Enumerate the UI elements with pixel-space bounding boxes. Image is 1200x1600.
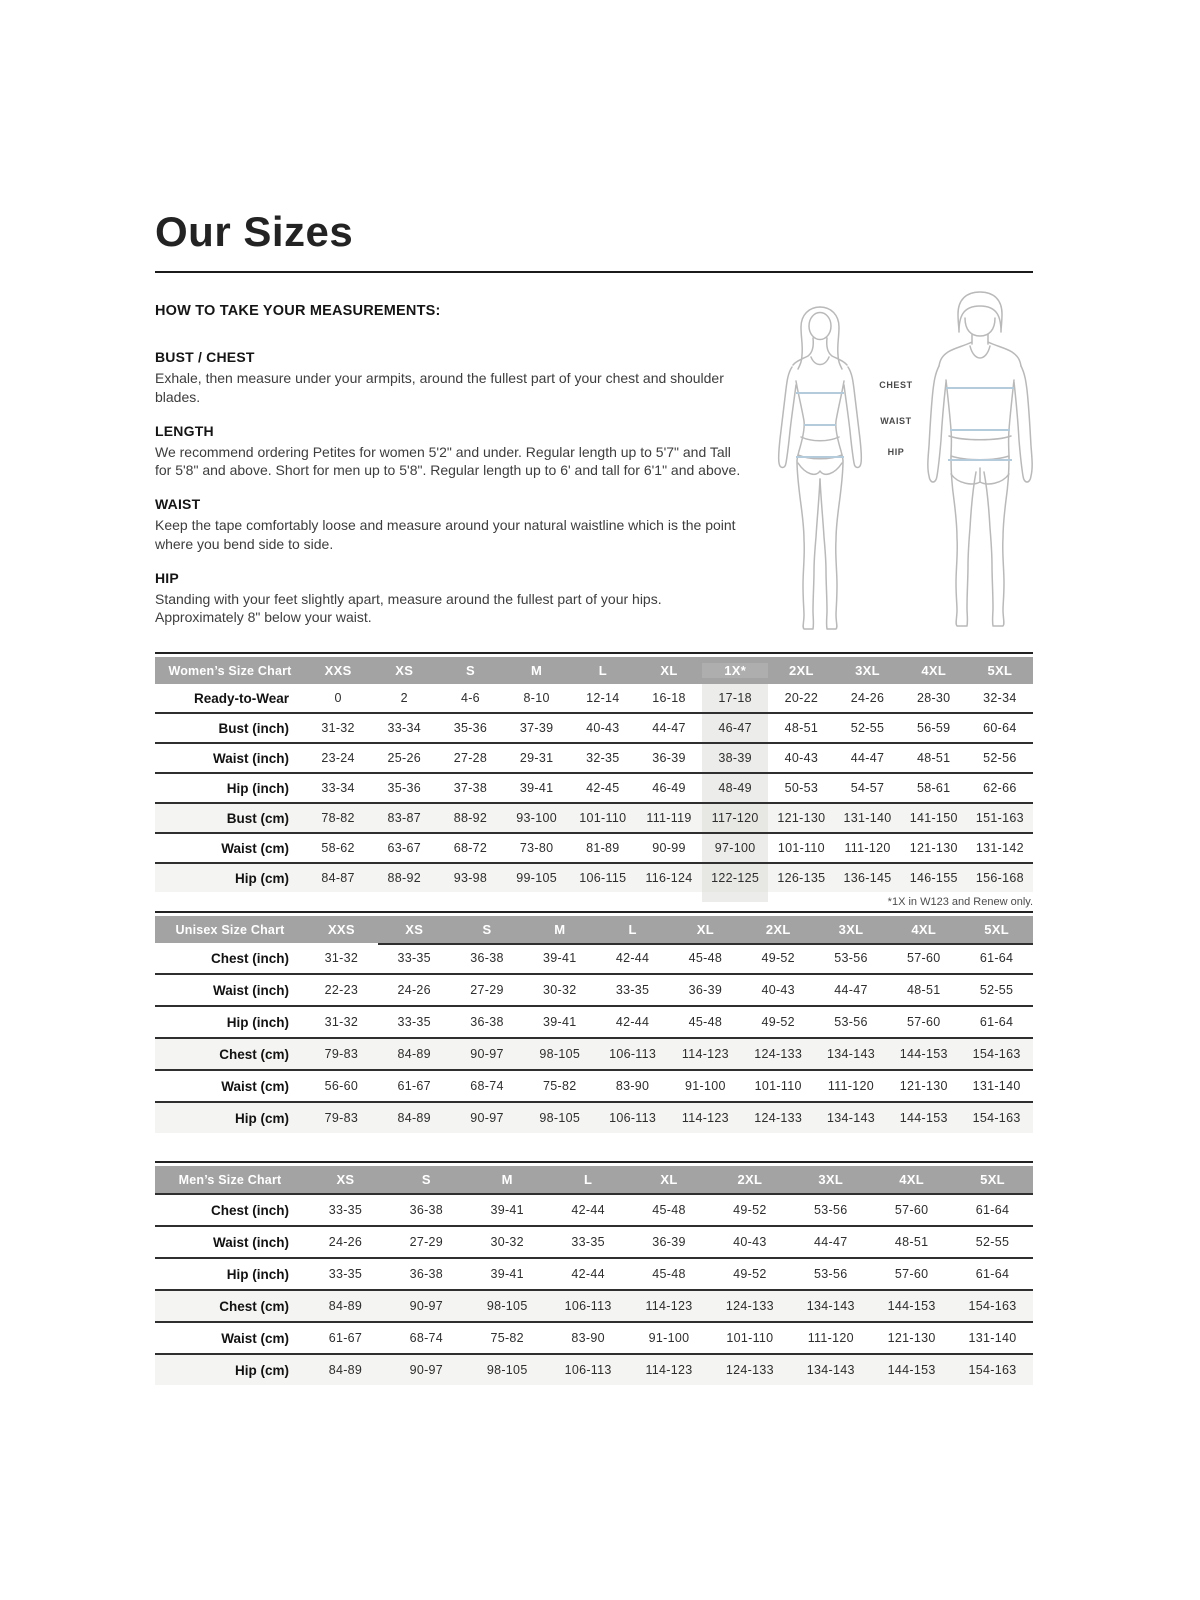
size-cell: 57-60	[894, 1267, 929, 1281]
row-label: Chest (inch)	[210, 950, 289, 966]
size-cell: 154-163	[952, 1355, 1033, 1385]
table-row	[155, 864, 1033, 892]
size-cell: 17-18	[702, 684, 768, 712]
size-cell: 58-61	[916, 781, 951, 795]
size-column-header: 4XL	[921, 663, 947, 678]
size-cell: 84-89	[378, 1039, 451, 1069]
size-column-header: XL	[660, 1172, 678, 1187]
size-cell: 90-97	[451, 1103, 524, 1133]
male-measure-lines	[946, 388, 1014, 460]
size-cell: 68-74	[409, 1331, 444, 1345]
size-cell: 36-39	[652, 1235, 686, 1249]
size-cell: 121-130	[768, 804, 834, 832]
mens-size-chart	[155, 1161, 1033, 1385]
table-row	[155, 975, 1033, 1007]
row-label: Hip (cm)	[155, 864, 305, 892]
row-label: Hip (inch)	[226, 780, 289, 796]
size-cell: 33-34	[321, 781, 355, 795]
figure-label-waist: WAIST	[880, 416, 912, 426]
size-column-header: 2XL	[765, 922, 791, 937]
size-cell: 141-150	[901, 804, 967, 832]
size-cell: 33-35	[397, 951, 431, 965]
size-cell: 35-36	[453, 721, 488, 735]
size-cell: 134-143	[815, 1103, 888, 1133]
size-cell: 124-133	[709, 1291, 790, 1321]
size-cell: 42-44	[571, 1203, 605, 1217]
size-cell: 98-105	[523, 1039, 596, 1069]
size-cell: 50-53	[784, 781, 819, 795]
size-column-header: M	[531, 663, 543, 678]
size-cell: 38-39	[702, 744, 768, 772]
size-cell: 111-120	[807, 1331, 854, 1345]
size-cell: 40-43	[761, 983, 795, 997]
table-row	[155, 1355, 1033, 1385]
size-cell: 37-38	[453, 781, 488, 795]
size-column-header: M	[554, 922, 566, 937]
size-cell: 39-41	[490, 1267, 524, 1281]
size-cell: 54-57	[850, 781, 885, 795]
size-cell: 36-38	[470, 951, 504, 965]
size-cell: 53-56	[834, 951, 868, 965]
size-cell: 52-56	[983, 751, 1017, 765]
table-title: Women’s Size Chart	[168, 663, 292, 678]
size-cell: 56-59	[916, 721, 951, 735]
size-cell: 84-89	[305, 1291, 386, 1321]
table-header-row	[155, 657, 1033, 684]
row-label: Waist (inch)	[213, 750, 289, 766]
size-cell: 144-153	[871, 1355, 952, 1385]
instruction-section	[155, 423, 745, 481]
instruction-heading: BUST / CHEST	[155, 349, 255, 365]
size-cell: 57-60	[894, 1203, 929, 1217]
size-cell: 97-100	[702, 834, 768, 862]
size-cell: 23-24	[321, 751, 355, 765]
size-cell: 42-44	[615, 951, 650, 965]
size-column-header: L	[583, 1172, 593, 1187]
size-cell: 36-38	[409, 1267, 444, 1281]
size-cell: 98-105	[467, 1291, 548, 1321]
size-cell: 98-105	[523, 1103, 596, 1133]
table-row	[155, 1007, 1033, 1039]
size-cell: 98-105	[467, 1355, 548, 1385]
size-cell: 30-32	[490, 1235, 524, 1249]
size-cell: 79-83	[305, 1103, 378, 1133]
size-cell: 101-110	[777, 841, 825, 855]
size-cell: 99-105	[504, 864, 570, 892]
instruction-body: We recommend ordering Petites for women 5'2" and under. Regular length up to 5'7" and Tall for 5'8" and above. Short for men up to 5'8". Regular length up to 6' and tall for 6'1" and above.	[155, 443, 741, 479]
table-row	[155, 943, 1033, 975]
row-label: Waist (cm)	[221, 1078, 289, 1094]
table-footnote: *1X in W123 and Renew only.	[887, 896, 1033, 908]
size-column-header: M	[501, 1172, 513, 1187]
size-cell: 32-34	[983, 691, 1017, 705]
size-cell: 57-60	[907, 1015, 941, 1029]
size-cell: 42-45	[586, 781, 620, 795]
size-cell: 31-32	[324, 951, 359, 965]
size-column-header: 4XL	[911, 922, 937, 937]
size-cell: 146-155	[901, 864, 967, 892]
size-cell: 33-35	[328, 1267, 363, 1281]
row-label: Chest (cm)	[155, 1291, 305, 1321]
size-cell: 25-26	[387, 751, 421, 765]
size-cell: 35-36	[387, 781, 421, 795]
size-cell: 83-90	[615, 1079, 650, 1093]
size-cell: 52-55	[850, 721, 885, 735]
size-cell: 24-26	[397, 983, 431, 997]
size-cell: 84-89	[378, 1103, 451, 1133]
size-cell: 31-32	[324, 1015, 359, 1029]
instruction-heading: WAIST	[155, 496, 201, 512]
size-cell: 68-74	[470, 1079, 504, 1093]
size-cell: 126-135	[768, 864, 834, 892]
size-cell: 121-130	[887, 1331, 936, 1345]
size-cell: 131-142	[975, 841, 1024, 855]
size-cell: 37-39	[519, 721, 554, 735]
size-cell: 39-41	[519, 781, 554, 795]
size-cell: 61-67	[397, 1079, 431, 1093]
size-cell: 75-82	[543, 1079, 577, 1093]
size-cell: 79-83	[305, 1039, 378, 1069]
size-cell: 106-113	[548, 1355, 629, 1385]
table-row	[155, 1071, 1033, 1103]
size-cell: 101-110	[726, 1331, 774, 1345]
size-cell: 134-143	[790, 1355, 871, 1385]
size-cell: 57-60	[907, 951, 941, 965]
size-cell: 101-110	[754, 1079, 802, 1093]
size-cell: 48-49	[702, 774, 768, 802]
size-column-header: 3XL	[838, 922, 864, 937]
size-cell: 29-31	[519, 751, 554, 765]
size-cell: 8-10	[523, 691, 550, 705]
size-column-header: XL	[696, 922, 714, 937]
size-cell: 91-100	[648, 1331, 690, 1345]
size-cell: 39-41	[490, 1203, 524, 1217]
size-cell: 52-55	[979, 983, 1014, 997]
size-cell: 49-52	[733, 1203, 767, 1217]
size-cell: 106-113	[548, 1291, 629, 1321]
size-cell: 84-87	[305, 864, 371, 892]
size-cell: 53-56	[814, 1267, 848, 1281]
row-label: Bust (inch)	[218, 720, 289, 736]
size-cell: 81-89	[586, 841, 620, 855]
table-row	[155, 1195, 1033, 1227]
size-cell: 48-51	[907, 983, 941, 997]
size-cell: 61-67	[328, 1331, 363, 1345]
size-cell: 101-110	[570, 804, 636, 832]
size-cell: 40-43	[733, 1235, 767, 1249]
size-cell: 33-35	[571, 1235, 605, 1249]
size-column-header: L	[598, 663, 607, 678]
size-cell: 75-82	[490, 1331, 524, 1345]
size-column-header: 5XL	[984, 922, 1009, 937]
figure-label-chest: CHEST	[879, 380, 913, 390]
table-row	[155, 1323, 1033, 1355]
size-cell: 83-87	[371, 804, 437, 832]
size-cell: 49-52	[733, 1267, 767, 1281]
size-cell: 114-123	[629, 1355, 710, 1385]
size-cell: 134-143	[790, 1291, 871, 1321]
size-cell: 39-41	[543, 951, 577, 965]
measurement-instructions	[155, 303, 745, 643]
size-cell: 106-113	[596, 1103, 669, 1133]
womens-size-chart	[155, 652, 1033, 908]
instruction-section	[155, 349, 745, 407]
size-cell: 114-123	[629, 1291, 710, 1321]
table-row	[155, 684, 1033, 714]
size-cell: 91-100	[685, 1079, 726, 1093]
size-cell: 78-82	[305, 804, 371, 832]
instruction-section	[155, 496, 745, 554]
size-cell: 151-163	[967, 804, 1033, 832]
size-cell: 117-120	[702, 804, 768, 832]
size-cell: 40-43	[784, 751, 819, 765]
size-cell: 156-168	[967, 864, 1033, 892]
size-cell: 33-35	[328, 1203, 363, 1217]
size-cell: 45-48	[652, 1203, 686, 1217]
size-column-header: XXS	[327, 922, 355, 937]
instruction-heading: HIP	[155, 569, 179, 586]
title-divider	[155, 271, 1033, 273]
size-cell: 111-119	[636, 804, 702, 832]
size-cell: 44-47	[850, 751, 885, 765]
size-cell: 144-153	[887, 1039, 960, 1069]
size-cell: 58-62	[321, 841, 355, 855]
row-label: Waist (cm)	[221, 840, 289, 856]
size-cell: 124-133	[742, 1103, 815, 1133]
size-cell: 30-32	[543, 983, 577, 997]
size-column-header: L	[628, 922, 637, 937]
size-cell: 121-130	[899, 1079, 948, 1093]
size-cell: 33-35	[615, 983, 650, 997]
size-cell: 61-64	[975, 1267, 1010, 1281]
instruction-body: Exhale, then measure under your armpits, around the fullest part of your chest and shoulder blades.	[155, 370, 724, 405]
size-cell: 61-64	[979, 951, 1014, 965]
size-cell: 39-41	[543, 1015, 577, 1029]
how-to-heading: HOW TO TAKE YOUR MEASUREMENTS:	[155, 303, 441, 319]
size-cell: 63-67	[387, 841, 421, 855]
size-column-header: 5XL	[987, 663, 1013, 678]
size-column-header: 3XL	[818, 1172, 844, 1187]
instruction-body: Standing with your feet slightly apart, measure around the fullest part of your hips. Approximately 8" below your waist.	[155, 590, 662, 626]
female-measure-lines	[796, 393, 844, 457]
instruction-body: Keep the tape comfortably loose and measure around your natural waistline which is the point where you bend side to side.	[155, 517, 736, 552]
row-label: Hip (cm)	[155, 1103, 305, 1133]
size-cell: 88-92	[371, 864, 437, 892]
table-row	[155, 1259, 1033, 1291]
size-cell: 90-97	[386, 1355, 467, 1385]
size-cell: 27-29	[409, 1235, 444, 1249]
size-cell: 42-44	[615, 1015, 650, 1029]
size-cell: 83-90	[571, 1331, 605, 1345]
size-cell: 131-140	[968, 1331, 1017, 1345]
row-label: Hip (inch)	[226, 1014, 289, 1030]
table-row	[155, 1103, 1033, 1133]
size-column-header: S	[465, 663, 475, 678]
size-cell: 49-52	[761, 951, 795, 965]
size-cell: 116-124	[636, 864, 702, 892]
size-cell: 45-48	[652, 1267, 686, 1281]
size-cell: 111-120	[844, 841, 891, 855]
size-cell: 40-43	[586, 721, 620, 735]
size-cell: 90-97	[451, 1039, 524, 1069]
row-label: Waist (cm)	[221, 1330, 289, 1346]
size-cell: 20-22	[784, 691, 819, 705]
size-cell: 53-56	[834, 1015, 868, 1029]
table-title: Unisex Size Chart	[175, 922, 285, 937]
size-cell: 4-6	[460, 691, 480, 705]
size-cell: 36-39	[688, 983, 723, 997]
size-cell: 22-23	[324, 983, 359, 997]
size-cell: 45-48	[688, 1015, 723, 1029]
size-cell: 61-64	[979, 1015, 1014, 1029]
instruction-sections	[155, 349, 745, 627]
size-cell: 111-120	[827, 1079, 875, 1093]
size-cell: 144-153	[871, 1291, 952, 1321]
figure-label-hip: HIP	[887, 447, 905, 457]
size-cell: 27-29	[470, 983, 504, 997]
instruction-heading: LENGTH	[155, 422, 214, 439]
size-cell: 44-47	[814, 1235, 848, 1249]
size-column-header: XS	[405, 922, 424, 937]
size-cell: 24-26	[850, 691, 885, 705]
size-cell: 144-153	[887, 1103, 960, 1133]
page-title: Our Sizes	[155, 208, 354, 255]
size-column-header: 4XL	[899, 1172, 925, 1187]
size-cell: 56-60	[324, 1079, 359, 1093]
size-column-header: 2XL	[788, 663, 814, 678]
size-column-header: 3XL	[855, 663, 880, 678]
size-cell: 31-32	[321, 721, 355, 735]
size-cell: 121-130	[909, 841, 958, 855]
size-cell: 154-163	[960, 1039, 1033, 1069]
size-cell: 73-80	[519, 841, 554, 855]
size-cell: 36-39	[652, 751, 686, 765]
table-title: Men’s Size Chart	[178, 1172, 282, 1187]
size-cell: 134-143	[815, 1039, 888, 1069]
size-cell: 49-52	[761, 1015, 795, 1029]
size-cell: 33-35	[397, 1015, 431, 1029]
size-cell: 27-28	[453, 751, 488, 765]
size-column-header: 2XL	[737, 1172, 763, 1187]
table-header-row	[155, 1166, 1033, 1195]
table-row	[155, 774, 1033, 804]
size-cell: 32-35	[586, 751, 620, 765]
row-label: Waist (inch)	[213, 982, 289, 998]
size-cell: 106-113	[596, 1039, 669, 1069]
table-row	[155, 714, 1033, 744]
size-cell: 60-64	[983, 721, 1017, 735]
size-cell: 36-38	[470, 1015, 504, 1029]
size-cell: 114-123	[669, 1039, 742, 1069]
table-row	[155, 834, 1033, 864]
size-column-header: XS	[395, 663, 414, 678]
size-cell: 44-47	[652, 721, 686, 735]
size-cell: 48-51	[784, 721, 819, 735]
size-cell: 53-56	[814, 1203, 848, 1217]
size-cell: 93-98	[437, 864, 503, 892]
size-cell: 0	[334, 691, 342, 705]
size-column-header: XS	[336, 1172, 355, 1187]
unisex-size-chart	[155, 911, 1033, 1133]
size-cell: 154-163	[952, 1291, 1033, 1321]
row-label: Chest (inch)	[210, 1202, 289, 1218]
table-header-row	[155, 916, 1033, 943]
row-label: Hip (inch)	[226, 1266, 289, 1282]
size-cell: 42-44	[571, 1267, 605, 1281]
size-cell: 84-89	[305, 1355, 386, 1385]
size-column-header: S	[421, 1172, 431, 1187]
row-label: Bust (cm)	[155, 804, 305, 832]
size-cell: 24-26	[328, 1235, 363, 1249]
size-cell: 90-97	[386, 1291, 467, 1321]
instruction-section	[155, 570, 745, 628]
table-row	[155, 1039, 1033, 1071]
table-row	[155, 1291, 1033, 1323]
table-row	[155, 1227, 1033, 1259]
size-cell: 36-38	[409, 1203, 444, 1217]
size-column-header: XL	[660, 663, 678, 678]
size-cell: 12-14	[586, 691, 620, 705]
row-label: Ready-to-Wear	[193, 690, 289, 706]
row-label: Hip (cm)	[155, 1355, 305, 1385]
size-cell: 114-123	[669, 1103, 742, 1133]
size-cell: 46-47	[702, 714, 768, 742]
size-cell: 154-163	[960, 1103, 1033, 1133]
size-cell: 45-48	[688, 951, 723, 965]
size-cell: 61-64	[975, 1203, 1010, 1217]
female-figure-illustration	[770, 305, 870, 635]
size-cell: 122-125	[702, 864, 768, 892]
size-cell: 88-92	[437, 804, 503, 832]
size-cell: 28-30	[916, 691, 951, 705]
size-cell: 131-140	[972, 1079, 1021, 1093]
size-cell: 124-133	[742, 1039, 815, 1069]
size-cell: 33-34	[387, 721, 421, 735]
measurement-figures	[755, 285, 1047, 647]
row-label: Chest (cm)	[155, 1039, 305, 1069]
table-row	[155, 744, 1033, 774]
table-row	[155, 804, 1033, 834]
size-cell: 52-55	[975, 1235, 1010, 1249]
size-cell: 93-100	[504, 804, 570, 832]
size-cell: 2	[400, 691, 408, 705]
size-cell: 90-99	[652, 841, 686, 855]
size-cell: 48-51	[916, 751, 951, 765]
row-label: Waist (inch)	[213, 1234, 289, 1250]
male-figure-illustration	[918, 288, 1043, 636]
size-cell: 16-18	[652, 691, 686, 705]
size-cell: 48-51	[894, 1235, 929, 1249]
size-cell: 68-72	[453, 841, 488, 855]
size-cell: 46-49	[652, 781, 686, 795]
size-cell: 136-145	[834, 864, 900, 892]
size-column-header: XXS	[324, 663, 352, 678]
size-cell: 44-47	[834, 983, 868, 997]
size-column-header: 5XL	[980, 1172, 1005, 1187]
size-cell: 131-140	[834, 804, 900, 832]
size-cell: 62-66	[983, 781, 1017, 795]
size-cell: 106-115	[570, 864, 636, 892]
size-cell: 124-133	[709, 1355, 790, 1385]
size-column-header: 1X*	[702, 663, 768, 678]
size-column-header: S	[482, 922, 492, 937]
